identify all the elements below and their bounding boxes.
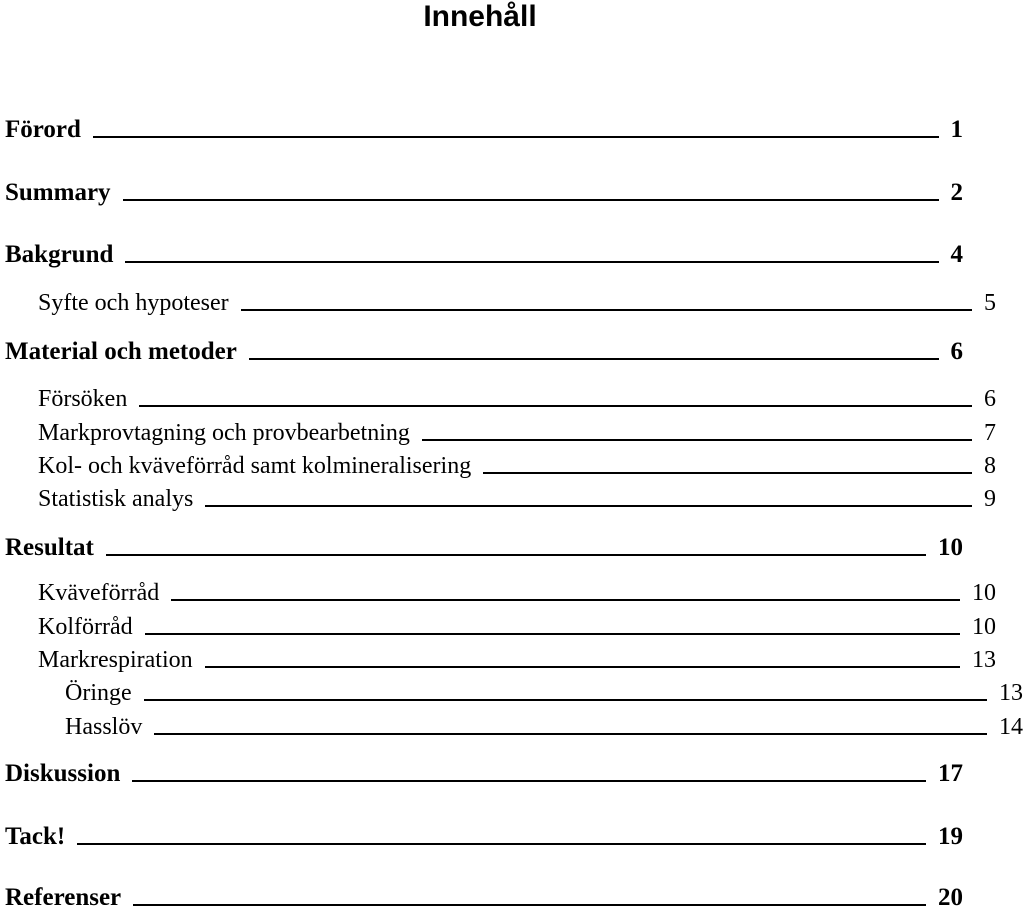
toc-entry-label: Statistisk analys — [38, 486, 194, 512]
toc-entry-resultat[interactable] — [0, 534, 965, 562]
toc-leader-line — [125, 261, 938, 263]
toc-leader-line — [422, 439, 972, 441]
toc-entry-kol-och-kvaveforrad[interactable] — [0, 453, 998, 480]
toc-entry-forord[interactable] — [0, 116, 965, 144]
toc-leader-line — [154, 733, 987, 735]
toc-entry-markprovtagning[interactable] — [0, 420, 998, 447]
toc-entry-label: Diskussion — [5, 760, 121, 787]
toc-entry-referenser[interactable] — [0, 884, 965, 912]
toc-entry-page: 19 — [938, 823, 963, 850]
toc-entry-page: 6 — [950, 338, 963, 365]
toc-leader-line — [93, 136, 939, 138]
toc-entry-label: Markrespiration — [38, 647, 193, 673]
toc-entry-syfte[interactable] — [0, 290, 998, 317]
toc-leader-line — [133, 904, 926, 906]
toc-entry-label: Tack! — [5, 823, 66, 850]
toc-entry-material-och-metoder[interactable] — [0, 338, 965, 366]
toc-entry-diskussion[interactable] — [0, 760, 965, 788]
toc-entry-page: 14 — [999, 714, 1023, 740]
toc-entry-label: Öringe — [65, 680, 132, 706]
toc-entry-label: Markprovtagning och provbearbetning — [38, 420, 410, 446]
toc-entry-label: Material och metoder — [5, 338, 237, 365]
toc-entry-page: 7 — [984, 420, 996, 446]
toc-leader-line — [171, 599, 960, 601]
toc-entry-label: Kol- och kväveförråd samt kolmineralisering — [38, 453, 472, 479]
toc-leader-line — [145, 633, 960, 635]
toc-entry-label: Kväveförråd — [38, 580, 160, 606]
toc-entry-forsoken[interactable] — [0, 386, 998, 413]
toc-entry-summary[interactable] — [0, 179, 965, 207]
toc-leader-line — [144, 699, 987, 701]
toc-entry-label: Syfte och hypoteser — [38, 290, 229, 316]
toc-leader-line — [132, 780, 926, 782]
toc-entry-label: Förord — [5, 116, 81, 143]
toc-leader-line — [123, 199, 939, 201]
toc-entry-label: Försöken — [38, 386, 128, 412]
toc-entry-statistisk-analys[interactable] — [0, 486, 998, 513]
toc-entry-bakgrund[interactable] — [0, 241, 965, 269]
toc-entry-page: 17 — [938, 760, 963, 787]
toc-entry-kolforrad[interactable] — [0, 614, 998, 641]
toc-entry-label: Hasslöv — [65, 714, 143, 740]
toc-entry-page: 6 — [984, 386, 996, 412]
toc-leader-line — [77, 843, 926, 845]
page-title: Innehåll — [423, 0, 537, 33]
toc-entry-page: 10 — [972, 614, 996, 640]
toc-entry-hasslov[interactable] — [0, 714, 1025, 741]
toc-entry-kvaveforrad[interactable] — [0, 580, 998, 607]
toc-entry-oringe[interactable] — [0, 680, 1025, 707]
toc-entry-page: 13 — [972, 647, 996, 673]
toc-leader-line — [106, 554, 926, 556]
toc-entry-markrespiration[interactable] — [0, 647, 998, 674]
toc-entry-page: 20 — [938, 884, 963, 911]
toc-leader-line — [249, 358, 939, 360]
toc-leader-line — [241, 309, 972, 311]
toc-entry-page: 10 — [938, 534, 963, 561]
toc-entry-label: Referenser — [5, 884, 122, 911]
toc-leader-line — [205, 666, 960, 668]
toc-entry-page: 5 — [984, 290, 996, 316]
toc-entry-label: Kolförråd — [38, 614, 133, 640]
toc-entry-label: Summary — [5, 179, 111, 206]
toc-entry-label: Bakgrund — [5, 241, 114, 268]
toc-entry-page: 4 — [950, 241, 963, 268]
toc-entry-page: 13 — [999, 680, 1023, 706]
toc-entry-page: 9 — [984, 486, 996, 512]
toc-entry-label: Resultat — [5, 534, 94, 561]
toc-entry-page: 8 — [984, 453, 996, 479]
toc-leader-line — [205, 505, 972, 507]
toc-entry-page: 1 — [950, 116, 963, 143]
toc-leader-line — [139, 405, 972, 407]
toc-entry-page: 10 — [972, 580, 996, 606]
toc-leader-line — [483, 472, 972, 474]
toc-entry-tack[interactable] — [0, 823, 965, 851]
toc-entry-page: 2 — [950, 179, 963, 206]
